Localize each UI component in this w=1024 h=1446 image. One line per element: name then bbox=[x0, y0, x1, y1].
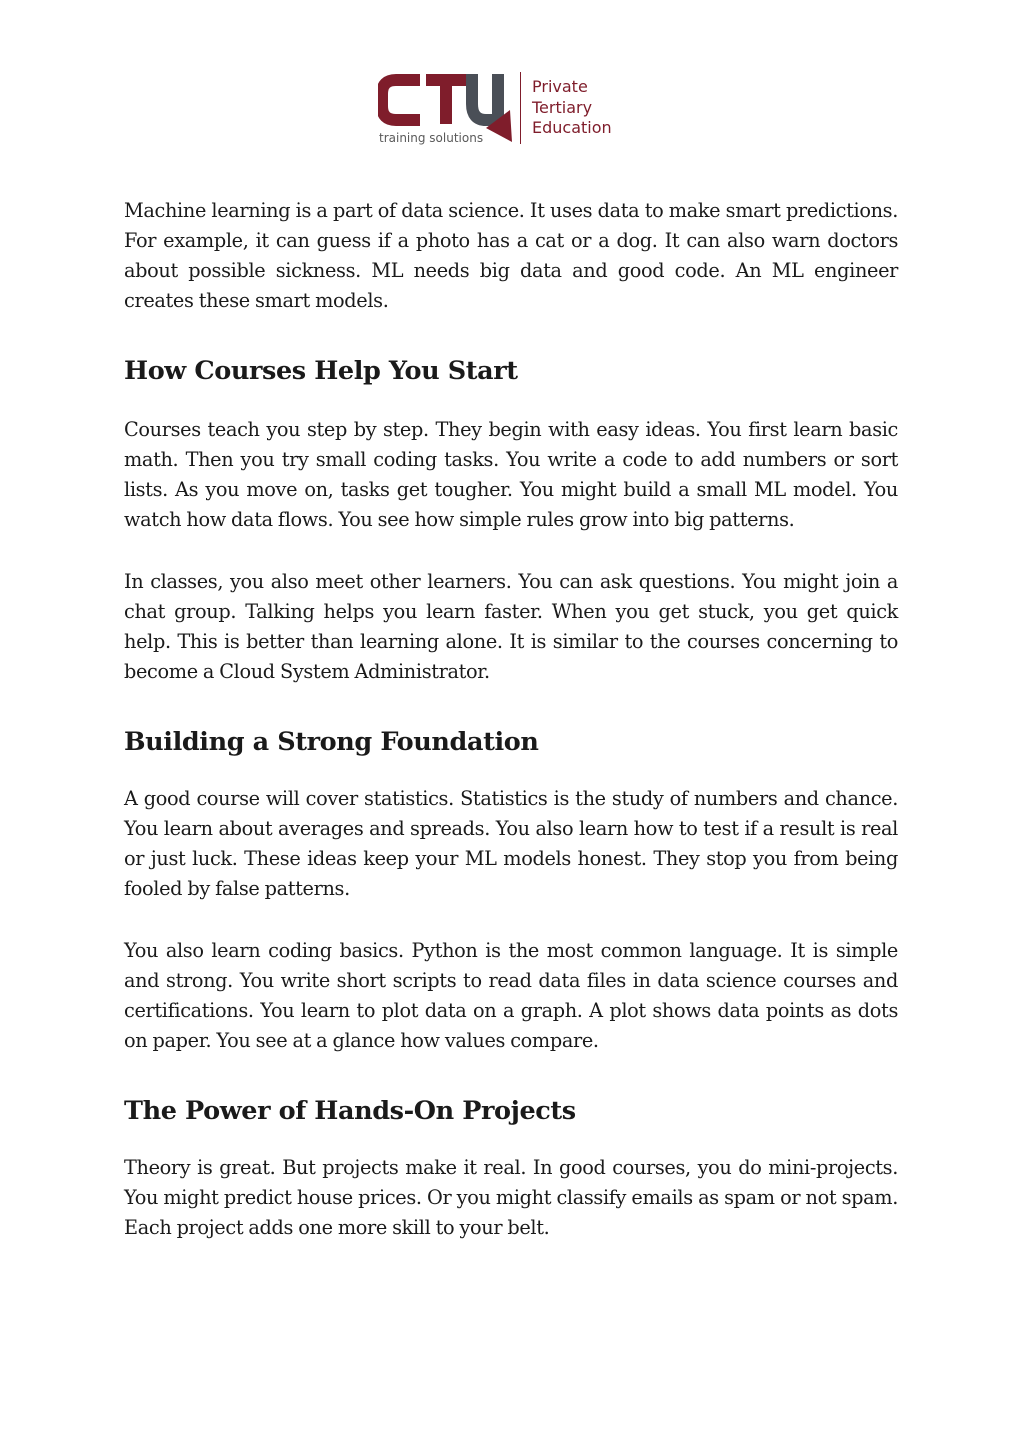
logo-descriptor-line: Education bbox=[532, 118, 612, 137]
logo-letter-c bbox=[382, 80, 420, 120]
section-heading: Building a Strong Foundation bbox=[124, 727, 539, 757]
paragraph: A good course will cover statistics. Statistics is the study of numbers and chance. You learn about averages and spreads. You also learn how to test if a result is real or just luck. These ideas keep your ML models honest. They stop you from being fooled by false patterns. bbox=[124, 787, 898, 900]
logo-descriptor-line: Tertiary bbox=[532, 97, 593, 117]
logo-descriptor-line: Private bbox=[532, 77, 588, 96]
logo-descriptor bbox=[532, 77, 612, 139]
logo-letter-t bbox=[426, 80, 466, 124]
logo-letter-u bbox=[472, 74, 498, 120]
section-heading: How Courses Help You Start bbox=[124, 356, 518, 386]
intro-paragraph: Machine learning is a part of data science. It uses data to make smart predictions. For example, it can guess if a photo has a cat or a dog. It can also warn doctors about possible sickness. ML needs big data and good code. An ML engineer creates these smart models. bbox=[124, 199, 898, 312]
paragraph: Courses teach you step by step. They begin with easy ideas. You first learn basic math. Then you try small coding tasks. You write a code to add numbers or sort lists. As you move on, tasks get tougher. You might build a small ML model. You watch how data flows. You see how simple rules grow into big patterns. bbox=[124, 418, 898, 531]
logo-divider bbox=[520, 72, 521, 144]
section-heading: The Power of Hands-On Projects bbox=[124, 1096, 576, 1126]
paragraph: Theory is great. But projects make it real. In good courses, you do mini-projects. You might predict house prices. Or you might classify emails as spam or not spam. Each project adds one more skill to your belt. bbox=[124, 1156, 898, 1239]
ctu-logo bbox=[378, 70, 648, 150]
paragraph: You also learn coding basics. Python is the most common language. It is simple and strong. You write short scripts to read data files in data science courses and certifications. You learn to plot data on a graph. A plot shows data points as dots on paper. You see at a glance how values compare. bbox=[124, 939, 898, 1052]
paragraph: In classes, you also meet other learners. You can ask questions. You might join a chat group. Talking helps you learn faster. When you get stuck, you get quick help. This is better than learning alone. It is similar to the courses concerning to become a Cloud System Administrator. bbox=[124, 570, 898, 683]
article-body bbox=[124, 196, 898, 1243]
logo-tagline: training solutions bbox=[379, 131, 484, 145]
